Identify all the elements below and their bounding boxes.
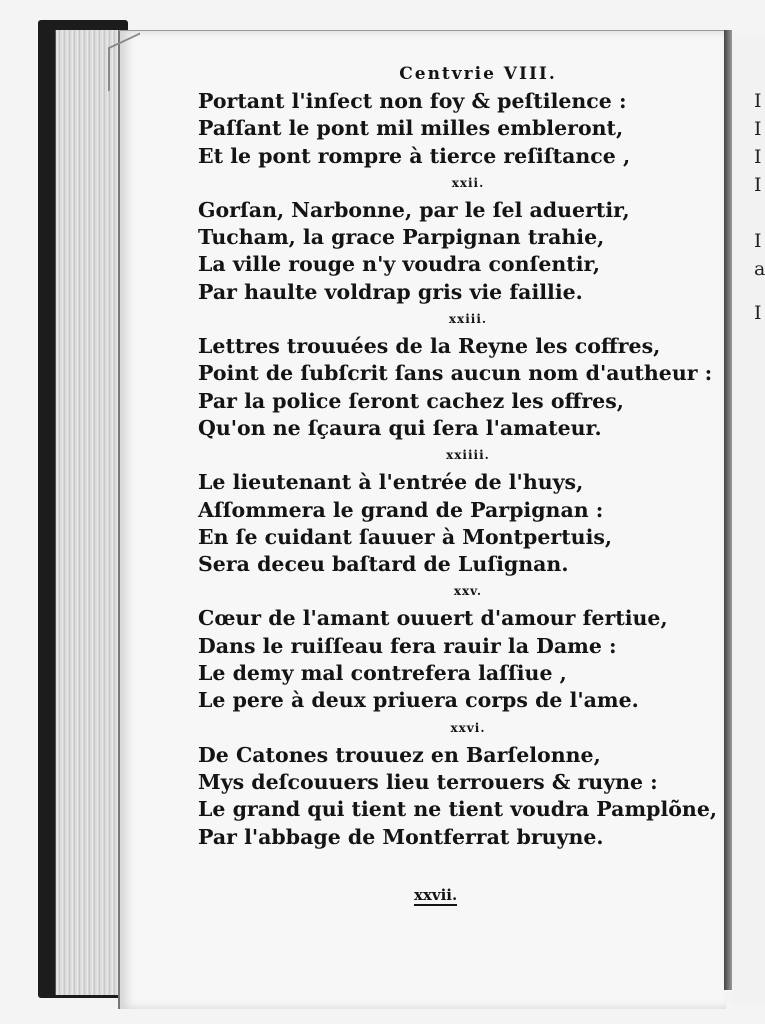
verse-line: En ſe cuidant ſauuer à Montpertuis, (198, 524, 613, 549)
running-header: Centvrie VIII. (399, 64, 557, 84)
quatrain-number: xxii. (451, 175, 485, 190)
quatrain-number: xxvi. (450, 720, 486, 735)
verse-line: Le demy mal contrefera laſſiue , (198, 661, 567, 686)
book-gutter (724, 30, 732, 990)
page-text (198, 60, 718, 851)
verse-line: Point de ſubſcrit ſans aucun nom d'autheur : (198, 361, 713, 386)
verse-line: La ville rouge n'y voudra conſentir, (198, 252, 600, 277)
catchword: xxvii. (414, 886, 458, 904)
facing-page-letter: I (754, 230, 762, 252)
verse-line: Le grand qui tient ne tient voudra Pamplõne, (198, 797, 718, 822)
facing-page-letter: I (754, 146, 762, 168)
verse-line: De Catones trouuez en Barſelonne, (198, 742, 601, 767)
verse-line: Qu'on ne ſçaura qui ſera l'amateur. (198, 415, 602, 440)
quatrain-number: xxiii. (448, 312, 488, 327)
verse-line: Paſſant le pont mil milles embleront, (198, 116, 624, 141)
verse-line: Par la police ſeront cachez les offres, (198, 388, 624, 413)
verse-line: Portant l'inſect non foy & peſtilence : (198, 89, 627, 113)
verse-line: Par l'abbage de Montferrat bruyne. (198, 824, 604, 849)
verse-block (198, 88, 718, 851)
facing-page-letter: I (754, 90, 762, 112)
verse-line: Mys deſcouuers lieu terrouers & ruyne : (198, 769, 658, 794)
verse-line: Lettres trouuées de la Reyne les coffres, (198, 334, 661, 359)
verse-line: Par haulte voldrap gris vie faillie. (198, 279, 583, 304)
verse-line: Dans le ruiſſeau fera rauir la Dame : (198, 633, 617, 658)
verse-line: Aſſommera le grand de Parpignan : (198, 497, 604, 522)
facing-page-letter: I (754, 118, 762, 140)
quatrain-number: xxv. (453, 584, 483, 599)
verse-line: Le pere à deux priuera corps de l'ame. (198, 688, 639, 713)
verse-line: Le lieutenant à l'entrée de l'huys, (198, 470, 584, 495)
verse-line: Cœur de l'amant ouuert d'amour fertiue, (198, 606, 668, 631)
verse-line: Tucham, la grace Parpignan trahie, (198, 225, 605, 250)
facing-page-letter: I (754, 302, 762, 324)
facing-page-letter: I (754, 174, 762, 196)
quatrain-number: xxiiii. (446, 448, 490, 463)
facing-page-letter: a (754, 258, 765, 280)
verse-line: Et le pont rompre à tierce reſiſtance , (198, 143, 631, 168)
verse-line: Sera deceu baſtard de Luſignan. (198, 552, 569, 577)
verse-line: Gorſan, Narbonne, par le ſel aduertir, (198, 197, 630, 222)
